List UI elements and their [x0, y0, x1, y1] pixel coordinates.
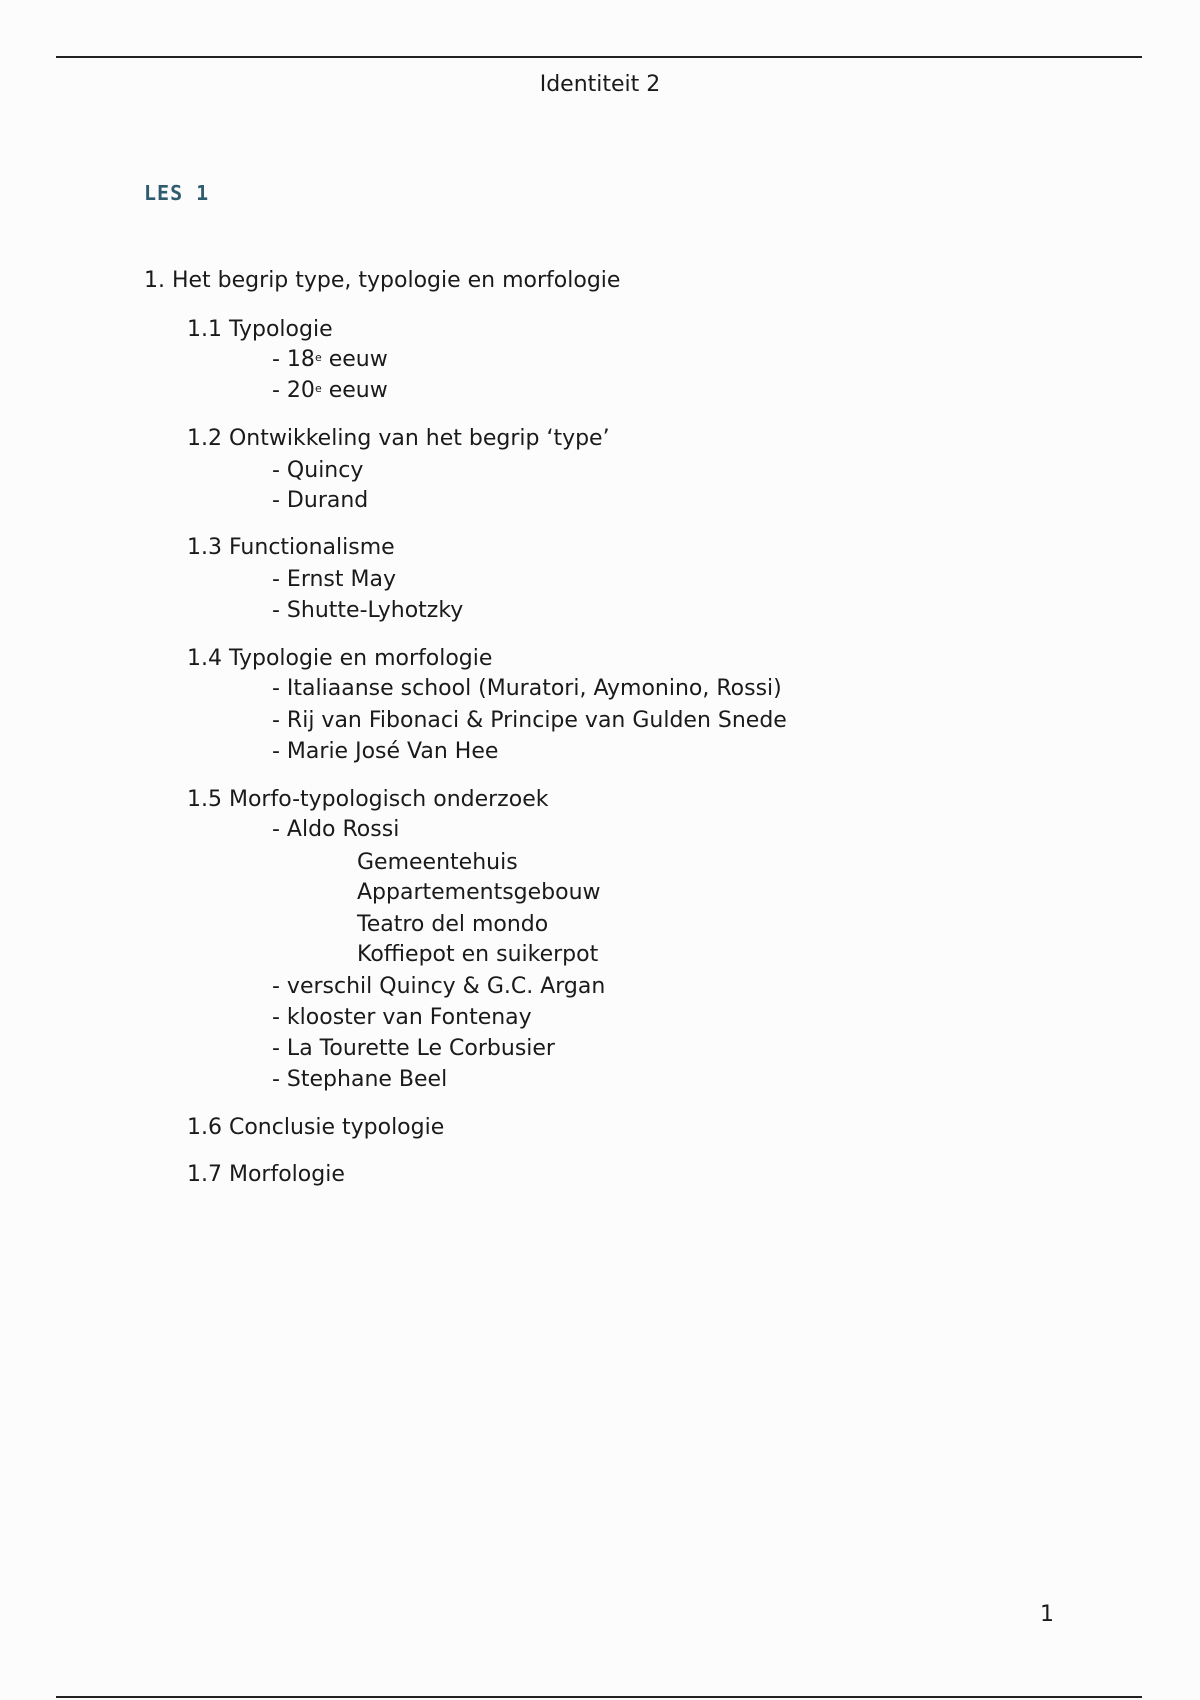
lesson-label: LES 1	[144, 181, 210, 205]
sub-list-item: Teatro del mondo	[357, 912, 549, 937]
list-item: - Rij van Fibonaci & Principe van Gulden Snede	[272, 708, 787, 733]
list-item: - klooster van Fontenay	[272, 1005, 532, 1030]
list-item: - 18e eeuw	[272, 347, 388, 372]
list-item: - Marie José Van Hee	[272, 739, 499, 764]
section-heading: 1.3 Functionalisme	[187, 535, 395, 560]
list-item: - Aldo Rossi	[272, 817, 400, 842]
list-item: - verschil Quincy & G.C. Argan	[272, 974, 606, 999]
header-rule	[56, 56, 1142, 58]
list-item: - Italiaanse school (Muratori, Aymonino, Rossi)	[272, 676, 782, 701]
list-item: - Durand	[272, 488, 369, 513]
section-heading: 1.5 Morfo-typologisch onderzoek	[187, 787, 549, 812]
chapter-heading: 1. Het begrip type, typologie en morfologie	[144, 268, 621, 293]
list-item: - Ernst May	[272, 567, 396, 592]
list-item: - Shutte-Lyhotzky	[272, 598, 464, 623]
section-heading: 1.1 Typologie	[187, 317, 333, 342]
section-heading: 1.2 Ontwikkeling van het begrip ‘type’	[187, 426, 610, 451]
page-number: 1	[1040, 1602, 1054, 1627]
section-heading: 1.4 Typologie en morfologie	[187, 646, 493, 671]
page-header-title: Identiteit 2	[539, 72, 661, 97]
list-item: - Quincy	[272, 458, 364, 483]
section-heading: 1.6 Conclusie typologie	[187, 1115, 445, 1140]
list-item: - Stephane Beel	[272, 1067, 448, 1092]
list-item: - La Tourette Le Corbusier	[272, 1036, 555, 1061]
sub-list-item: Koffiepot en suikerpot	[357, 942, 599, 967]
sub-list-item: Gemeentehuis	[357, 850, 518, 875]
list-item: - 20e eeuw	[272, 378, 388, 403]
section-heading: 1.7 Morfologie	[187, 1162, 345, 1187]
sub-list-item: Appartementsgebouw	[357, 880, 601, 905]
footer-rule	[56, 1696, 1142, 1698]
